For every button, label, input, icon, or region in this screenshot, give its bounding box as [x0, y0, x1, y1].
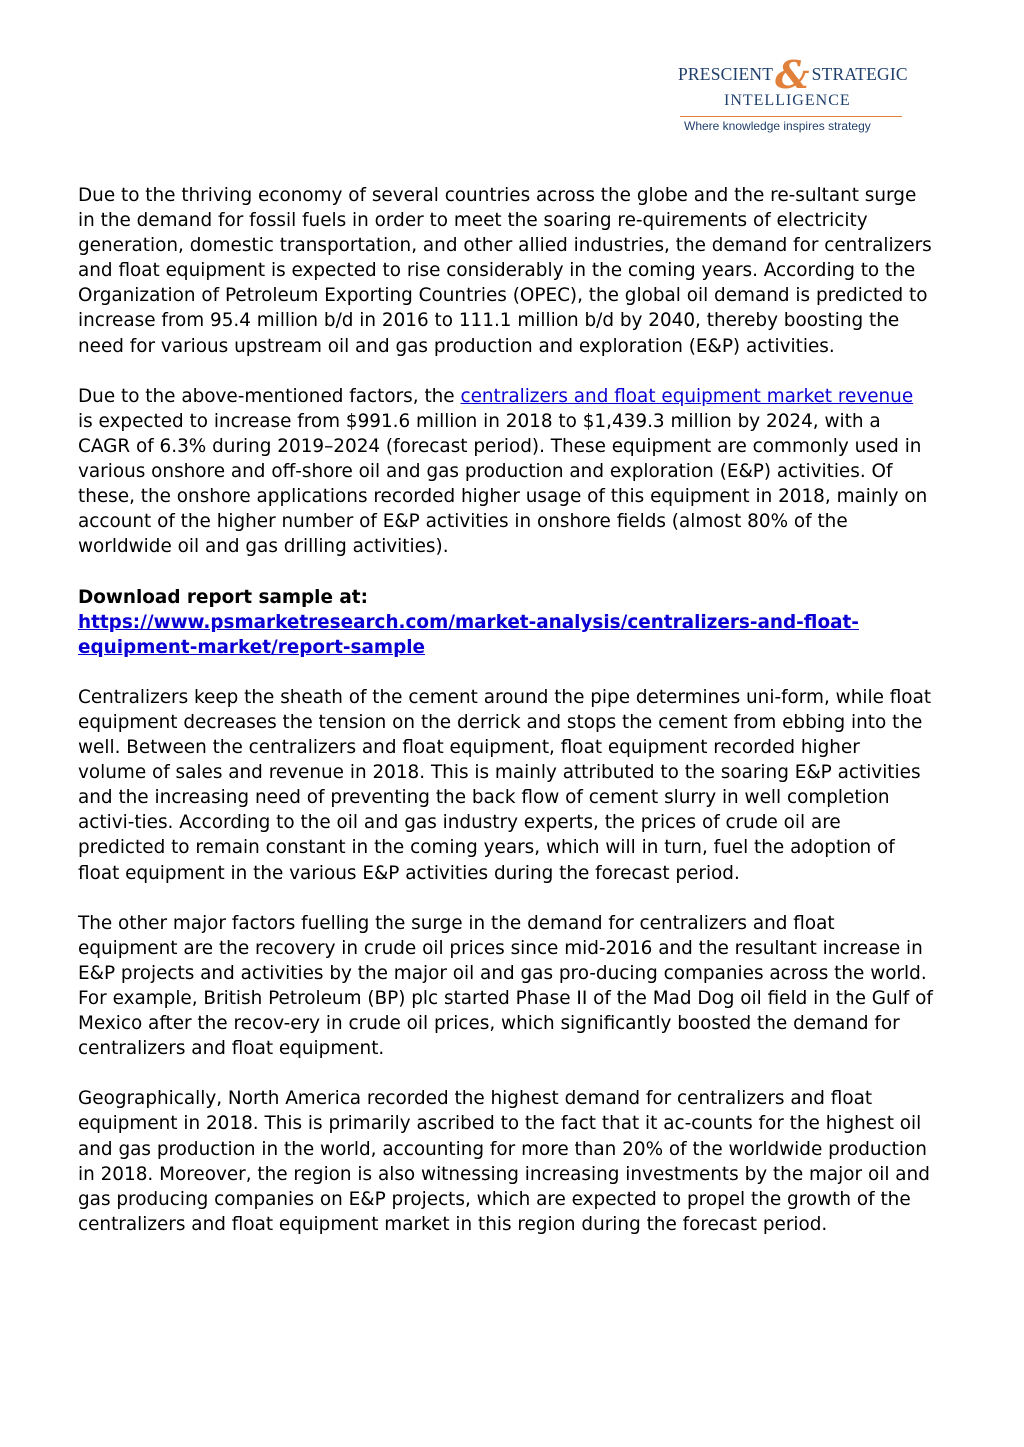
document-body: [78, 183, 933, 1262]
paragraph-market-revenue-rest: is expected to increase from $991.6 million in 2018 to $1,439.3 million by 2024, with a CAGR of 6.3% during 2019–2024 (forecast period). These equipment are commonly used in various onshore and off-shore oil and gas production and exploration (E&P) activities. Of these, the onshore applications recorded higher usage of this equipment in 2018, mainly on account of the higher number of E&P activities in onshore fields (almost 80% of the worldwide oil and gas drilling activities).: [78, 410, 928, 558]
paragraph-growth-factors: The other major factors fuelling the surge in the demand for centralizers and float equipment are the recovery in crude oil prices since mid-2016 and the resultant increase in E&P projects and activities by the major oil and gas pro-ducing companies across the world. For example, British Petroleum (BP) plc started Phase II of the Mad Dog oil field in the Gulf of Mexico after the recov-ery in crude oil prices, which significantly boosted the demand for centralizers and float equipment.: [78, 912, 933, 1060]
paragraph-market-revenue: [78, 384, 933, 560]
logo-brand-left: PRESCIENT: [678, 64, 774, 84]
paragraph-centralizers-float: Centralizers keep the sheath of the cement around the pipe determines uni-form, while float equipment decreases the tension on the derrick and stops the cement from ebbing into the well. Between the centralizers and float equipment, float equipment recorded higher volume of sales and revenue in 2018. This is mainly attributed to the soaring E&P activities and the increasing need of preventing the back flow of cement slurry in well completion activi-ties. According to the oil and gas industry experts, the prices of crude oil are predicted to remain constant in the coming years, which will in turn, fuel the adoption of float equipment in the various E&P activities during the forecast period.: [78, 686, 932, 884]
download-section: [78, 585, 933, 660]
logo-ampersand: &: [775, 52, 810, 97]
logo-tagline: Where knowledge inspires strategy: [684, 119, 871, 133]
company-logo: [676, 52, 908, 138]
download-heading: Download report sample at:: [78, 586, 368, 608]
logo-brand-right: STRATEGIC: [811, 64, 908, 84]
market-revenue-link[interactable]: centralizers and float equipment market revenue: [460, 385, 914, 407]
logo-brand-line: [678, 52, 908, 97]
paragraph-geography: Geographically, North America recorded the highest demand for centralizers and float equipment in 2018. This is primarily ascribed to the fact that it ac-counts for the highest oil and gas production in the world, accounting for more than 20% of the worldwide production in 2018. Moreover, the region is also witnessing increasing investments by the major oil and gas producing companies on E&P projects, which are expected to propel the growth of the centralizers and float equipment market in this region during the forecast period.: [78, 1088, 930, 1235]
logo-divider: [680, 116, 902, 117]
report-sample-link[interactable]: https://www.psmarketresearch.com/market-analysis/centralizers-and-float-equipment-market/report-sample: [78, 611, 859, 658]
logo-brand-line2: INTELLIGENCE: [724, 92, 851, 109]
paragraph-demand-outlook: Due to the thriving economy of several countries across the globe and the re-sultant surge in the demand for fossil fuels in order to meet the soaring re-quirements of electricity generation, domestic transportation, and other allied industries, the demand for centralizers and float equipment is expected to rise considerably in the coming years. According to the Organization of Petroleum Exporting Countries (OPEC), the global oil demand is predicted to increase from 95.4 million b/d in 2016 to 111.1 million b/d by 2040, thereby boosting the need for various upstream oil and gas production and exploration (E&P) activities.: [78, 185, 932, 357]
paragraph-market-revenue-intro: Due to the above-mentioned factors, the: [78, 385, 461, 407]
